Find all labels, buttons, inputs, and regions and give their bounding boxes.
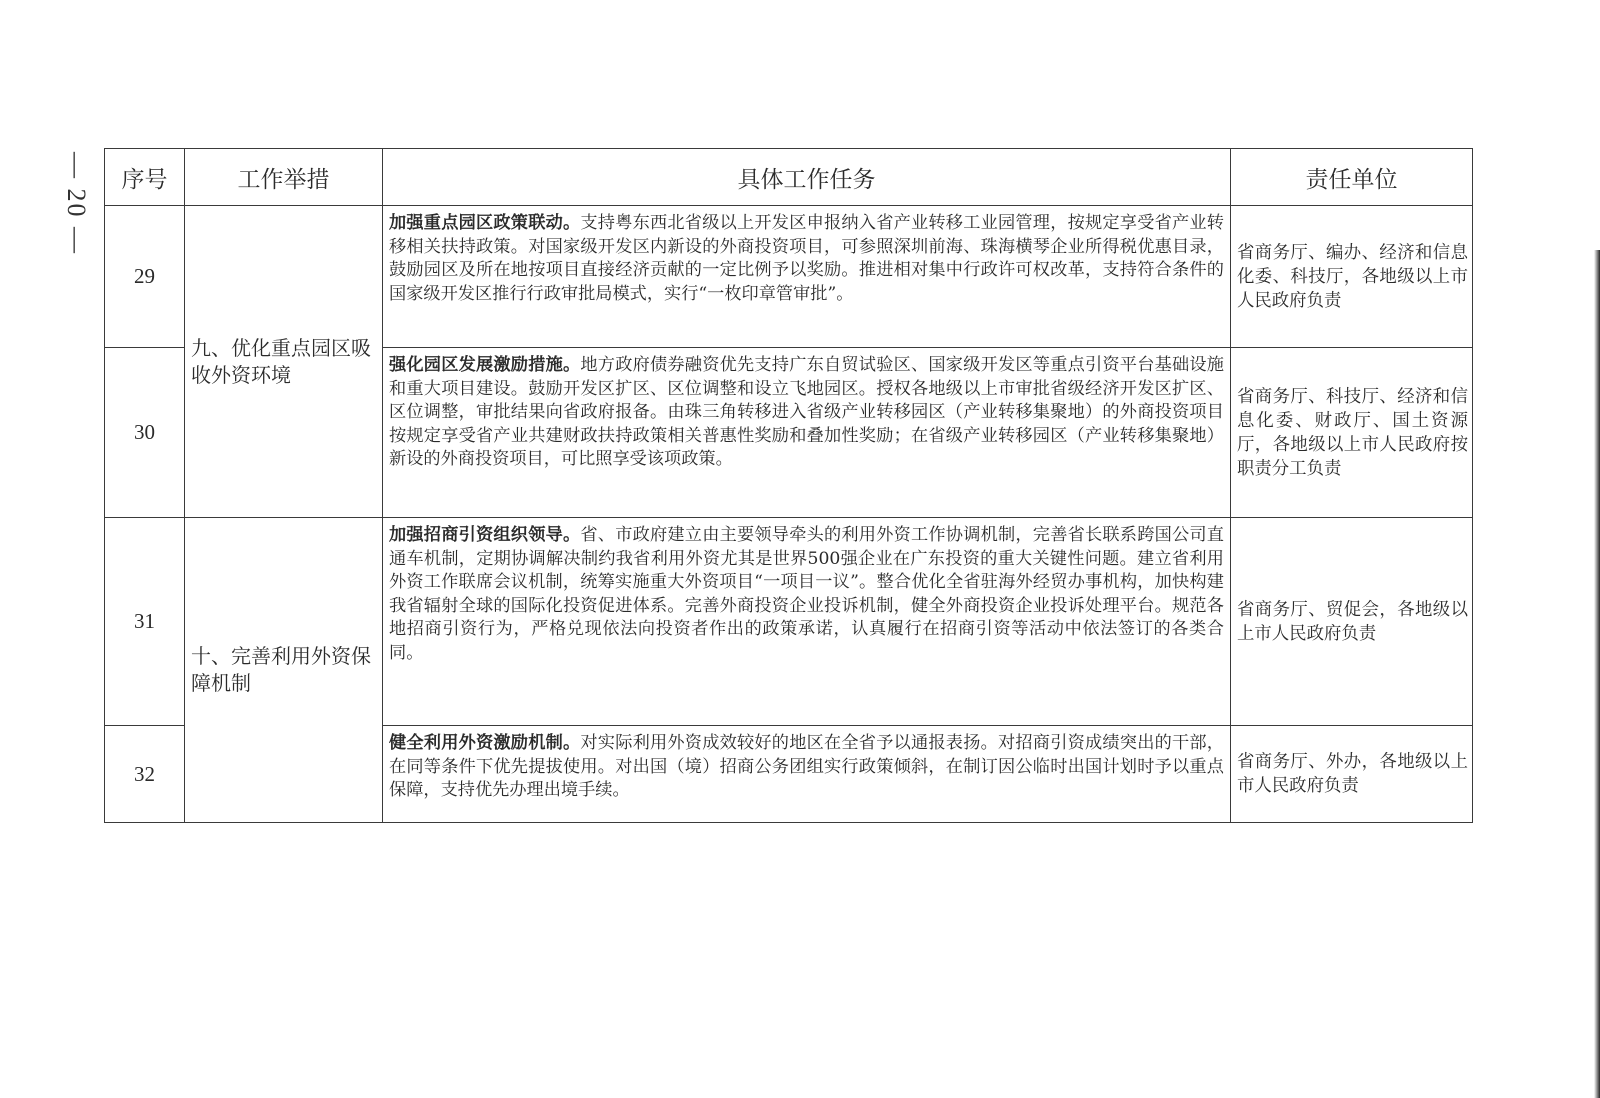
task-body: 地方政府债券融资优先支持广东自贸试验区、国家级开发区等重点引资平台基础设施和重大项目建设。鼓励开发区扩区、区位调整和设立飞地园区。授权各地级以上市审批省级经济开发区扩区、区位调整，审批结果向省政府报备。由珠三角转移进入省级产业转移园区（产业转移集聚地）的外商投资项目按规定享受省产业共建财政扶持政策相关普惠性奖励和叠加性奖励；在省级产业转移园区（产业转移集聚地）新设的外商投资项目，可比照享受该项政策。 <box>389 355 1224 470</box>
task-table <box>104 148 1473 823</box>
table-header-row <box>105 149 1473 206</box>
header-unit: 责任单位 <box>1231 149 1473 206</box>
row-number: 32 <box>105 726 185 823</box>
task-title: 强化园区发展激励措施。 <box>389 355 581 375</box>
task-cell <box>383 726 1231 823</box>
task-body: 支持粤东西北省级以上开发区申报纳入省产业转移工业园管理，按规定享受省产业转移相关扶持政策。对国家级开发区内新设的外商投资项目，可参照深圳前海、珠海横琴企业所得税优惠目录，鼓励园区及所在地按项目直接经济贡献的一定比例予以奖励。推进相对集中行政许可权改革，支持符合条件的国家级开发区推行行政审批局模式，实行“一枚印章管审批”。 <box>389 213 1224 304</box>
row-number: 29 <box>105 206 185 348</box>
task-cell <box>383 518 1231 726</box>
scan-edge-shadow <box>1594 250 1600 1098</box>
row-number: 30 <box>105 348 185 518</box>
task-title: 加强招商引资组织领导。 <box>389 525 581 545</box>
row-number: 31 <box>105 518 185 726</box>
header-measure: 工作举措 <box>185 149 383 206</box>
task-title: 加强重点园区政策联动。 <box>389 213 581 233</box>
table-row <box>105 206 1473 348</box>
task-cell <box>383 206 1231 348</box>
task-body: 省、市政府建立由主要领导牵头的利用外资工作协调机制，完善省长联系跨国公司直通车机制，定期协调解决制约我省利用外资尤其是世界500强企业在广东投资的重大关键性问题。建立省利用外资工作联席会议机制，统筹实施重大外资项目“一项目一议”。整合优化全省驻海外经贸办事机构，加快构建我省辐射全球的国际化投资促进体系。完善外商投资企业投诉机制，健全外商投资企业投诉处理平台。规范各地招商引资行为，严格兑现依法向投资者作出的政策承诺，认真履行在招商引资等活动中依法签订的各类合同。 <box>389 525 1224 663</box>
unit-cell: 省商务厅、贸促会，各地级以上市人民政府负责 <box>1231 518 1473 726</box>
unit-cell: 省商务厅、外办，各地级以上市人民政府负责 <box>1231 726 1473 823</box>
task-cell <box>383 348 1231 518</box>
measure-cell: 十、完善利用外资保障机制 <box>185 518 383 823</box>
header-number: 序号 <box>105 149 185 206</box>
task-body: 对实际利用外资成效较好的地区在全省予以通报表扬。对招商引资成绩突出的干部，在同等条件下优先提拔使用。对出国（境）招商公务团组实行政策倾斜，在制订因公临时出国计划时予以重点保障，支持优先办理出境手续。 <box>389 733 1224 801</box>
task-title: 健全利用外资激励机制。 <box>389 733 581 753</box>
header-task: 具体工作任务 <box>383 149 1231 206</box>
unit-cell: 省商务厅、科技厅、经济和信息化委、财政厅、国土资源厅，各地级以上市人民政府按职责分工负责 <box>1231 348 1473 518</box>
measure-cell: 九、优化重点园区吸收外资环境 <box>185 206 383 518</box>
table-row <box>105 518 1473 726</box>
unit-cell: 省商务厅、编办、经济和信息化委、科技厅，各地级以上市人民政府负责 <box>1231 206 1473 348</box>
page-number: — 20 — <box>62 151 91 255</box>
